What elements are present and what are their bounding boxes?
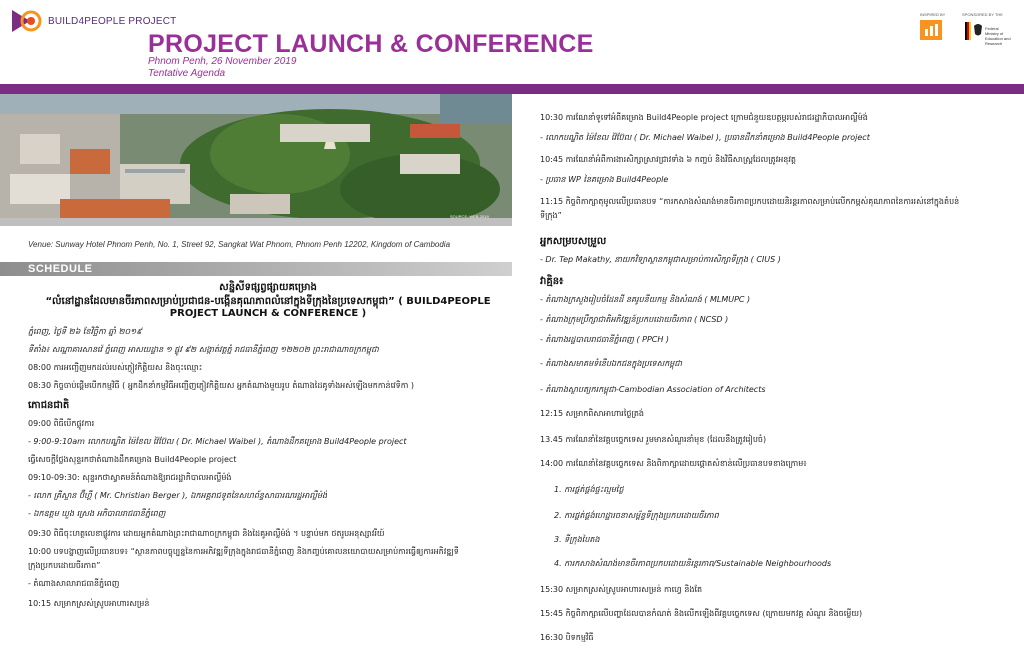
left-agenda-line: ភ្នំពេញ, ថ្ងៃទី ២៦ ខែវិច្ឆិកា ឆ្នាំ ២០១៩	[28, 327, 142, 336]
right-agenda-line: 15:45 កិច្ចពិភាក្សាលើបញ្ហាដែលបានកំណត់ និងលើកឡើងពីវគ្គបច្ចេកទេស (ក្រោយមកវគ្គ សំណួរ និងចម្លើយ)	[540, 609, 863, 618]
left-agenda-line: 09:00 ពិធីបើកផ្លូវការ	[28, 419, 95, 428]
right-agenda-line: ទីក្រុង”	[540, 211, 562, 220]
schedule-label: SCHEDULE	[28, 263, 93, 275]
left-agenda-line: 09:30 ពិធីចុះហត្ថលេខាផ្លូវការ ដោយអ្នកតំណាងព្រះរាជាណាចក្រកម្ពុជា និងដៃគូអាល្លឺម៉ង់ ។ បន្ទាប់មក ថតរូបអនុស្សាវរីយ៍	[28, 529, 385, 538]
right-agenda-line: - តំណាងរដ្ឋបាលរាជធានីភ្នំពេញ ( PPCH )	[540, 335, 670, 344]
right-agenda-line: 13.45 ការណែនាំនៃវគ្គបច្ចេកទេស រួមមានសំណួរនាំមុខ (ដែលនឹងត្រូវរៀបចំ)	[540, 435, 767, 444]
venue-line: Venue: Sunway Hotel Phnom Penh, No. 1, Street 92, Sangkat Wat Phnom, Phnom Penh 12202, Kingdom of Cambodia	[28, 240, 451, 249]
phnom-penh-photo	[0, 94, 512, 226]
right-agenda-line: - តំណាងក្រសួងរៀបចំដែនដី នគរូបនីយកម្ម និងសំណង់ ( MLMUPC )	[540, 295, 751, 304]
right-agenda-line: 10:30 ការណែនាំទូទៅអំពីគម្រោង Build4People project ក្រោមជំនួយឧបត្ថម្ភរបស់រាជរដ្ឋាភិបាលអាល្លឺម៉ង់	[540, 113, 868, 122]
bmbf-logo-icon	[965, 20, 1011, 46]
right-agenda-line: - ប្រធាន WP នៃគម្រោង Build4People	[540, 175, 669, 184]
right-agenda-line: 14:00 ការណែនាំនៃវគ្គបច្ចេកទេស និងពិភាក្សាដោយផ្ដោតសំខាន់លើប្រធានបទខាងក្រោម៖	[540, 459, 807, 468]
b4p-logo-icon	[12, 8, 42, 34]
left-agenda-line: - 9:00-9:10am លោកបណ្ឌិត ម៉ៃខែល វ៉ៃប៊ែល ( Dr. Michael Waibel ), តំណាងដឹកគម្រោង Build4People project	[28, 437, 407, 446]
inspired-by-label: INSPIRED BY	[920, 12, 946, 17]
left-agenda-line: 10:00 បទបង្ហាញលើប្រធានបទ៖ “ស្ថានភាពបច្ចុប្បន្ននៃការអភិវឌ្ឍទីក្រុងក្នុងរាជធានីភ្នំពេញ និងកញ្ចប់គោលនយោបាយសម្រាប់ការធ្វើឲ្យការអភិវឌ្ឍទី	[28, 547, 459, 556]
header-band	[0, 84, 1024, 94]
right-agenda-line: - លោកបណ្ឌិត ម៉ៃខែល វ៉ៃប៊ែល ( Dr. Michael Waibel ), ប្រធានដឹកនាំគម្រោង Build4People project	[540, 133, 870, 142]
brand-name: BUILD4PEOPLE PROJECT	[48, 15, 177, 27]
left-agenda-line: - លោក គ្រីស្ទាន ប៊ឺហ្គឺ ( Mr. Christian Berger ), ឯកអគ្គរាជទូតនៃសហព័ន្ធសាធារណរដ្ឋអាល្លឺម៉ង់	[28, 491, 328, 500]
left-agenda-line: សន្និសីទផ្សព្វផ្សាយគម្រោង	[219, 282, 317, 293]
right-agenda-line: - តំណាងសមាគមទំនើបឯកជនក្នុងប្រទេសកម្ពុជា	[540, 359, 682, 368]
right-agenda-line: 16:30 បិទកម្មវិធី	[540, 633, 594, 642]
left-agenda-line: - តំណាងសាលារាជធានីភ្នំពេញ	[28, 579, 120, 588]
right-agenda-line: - តំណាងក្រុមប្រឹក្សាជាតិអភិវឌ្ឍន៍ប្រកបដោយចីរភាព ( NCSD )	[540, 315, 729, 324]
left-agenda-line: ធ្វើសេចក្ដីថ្លែងសុន្ទរកថាតំណាងដឹកគម្រោង Build4People project	[28, 455, 237, 464]
right-agenda-line: 3. ទីក្រុងបៃតង	[554, 535, 600, 544]
right-agenda-line: 1. ការផ្គត់ផ្គង់ផ្ទះល្មមថ្លៃ	[554, 485, 624, 494]
right-agenda-line: - តំណាងស្ថាបត្យករកម្ពុជា-Cambodian Association of Architects	[540, 385, 766, 394]
sponsored-by-label: SPONSORED BY THE	[962, 12, 1003, 17]
page-header	[0, 0, 1024, 84]
bmbf-text: Federal Ministry of Education and Research	[985, 26, 1011, 46]
left-agenda-line: ទីតាំង៖ សណ្ឋាគារសានវ៉េ ភ្នំពេញ អាសយដ្ឋាន ១ ផ្លូវ ៩២ សង្កាត់វត្តភ្នំ រាជធានីភ្នំពេញ ១២២០២ ព្រះរាជាណាចក្រកម្ពុជា	[28, 345, 379, 354]
agenda-type: Tentative Agenda	[148, 68, 226, 79]
left-agenda-line: “លំនៅដ្ឋានដែលមានចីរភាពសម្រាប់ប្រជាជន-បង្កើនគុណភាពលំនៅក្នុងទីក្រុងនៃប្រទេសកម្ពុជា” ( BUILD4PEOPLE	[45, 296, 491, 307]
right-agenda-line: 4. ការកសាងសំណង់មានចីរភាពប្រកបដោយនិរន្តរភាព/Sustainable Neighbourhoods	[554, 559, 832, 568]
right-agenda-line: 11:15 កិច្ចពិភាក្សាតុមូលលើប្រធានបទ “ការកសាងសំណង់មានចីរភាពប្រកបដោយនិរន្តរភាពសម្រាប់លើកកម្ពស់គុណភាពនៃការរស់នៅក្នុងតំបន់	[540, 197, 960, 206]
left-agenda-line: ក្រុងប្រកបដោយចីរភាព”	[28, 561, 101, 570]
right-agenda-line: - Dr. Tep Makathy, នាយកវិទ្យាស្ថានកម្ពុជាសម្រាប់ការសិក្សាទីក្រុង ( CIUS )	[540, 255, 781, 264]
left-agenda-line: - ឯកឧត្ដម ឃួង ស្រេង អភិបាលរាជធានីភ្នំពេញ	[28, 509, 166, 518]
schedule-header	[0, 262, 512, 276]
right-agenda-line: 2. ការផ្គត់ផ្គង់ហេដ្ឋារចនាសម្ព័ន្ធទីក្រុងប្រកបដោយចីរភាព	[554, 511, 719, 520]
right-agenda-line: វាគ្មិន៖	[540, 276, 564, 287]
page-title: PROJECT LAUNCH & CONFERENCE	[148, 30, 594, 58]
left-agenda-line: 08:00 ការអញ្ជើញមកដល់របស់ភ្ញៀវកិត្តិយស និងចុះឈ្មោះ	[28, 363, 203, 372]
event-date-place: Phnom Penh, 26 November 2019	[148, 56, 297, 67]
photo-credit: SOURCE: WEB-2019	[450, 214, 489, 219]
right-agenda-line: អ្នកសម្របសម្រួល	[540, 236, 607, 247]
left-agenda-line: 09:10-09:30: សុន្ទរកថាស្វាគមន៍តំណាងឱ្យរាជរដ្ឋាភិបាលអាល្លឺម៉ង់	[28, 473, 232, 482]
sdg-badge-icon	[920, 20, 942, 40]
right-agenda-line: 12:15 សម្រាកពិសាអាហារថ្ងៃត្រង់	[540, 409, 644, 418]
right-agenda-line: 10:45 ការណែនាំអំពីការងារសិក្សាស្រាវជ្រាវទាំង ៦ កញ្ចប់ និងវិធីសាស្ត្រដែលត្រូវអនុវត្ត	[540, 155, 796, 164]
left-agenda-line: 08:30 កិច្ចចាប់ផ្ដើមបើកកម្មវិធី ( អ្នកដឹកនាំកម្មវិធីអញ្ជើញភ្ញៀវកិត្តិយស អ្នកតំណាងមួយរូប តំណាងដៃគូទាំងអស់ឡើងមកកាន់វេទិកា )	[28, 381, 414, 390]
left-agenda-line: ភោជនជាតិ	[28, 400, 70, 411]
right-agenda-line: 15:30 សម្រាកស្រស់ស្រូបអាហារសម្រន់ កាហ្វេ និងតែ	[540, 585, 703, 594]
left-agenda-line: PROJECT LAUNCH & CONFERENCE )	[169, 308, 367, 319]
left-agenda-line: 10:15 សម្រាកស្រស់ស្រូបអាហារសម្រន់	[28, 599, 150, 608]
